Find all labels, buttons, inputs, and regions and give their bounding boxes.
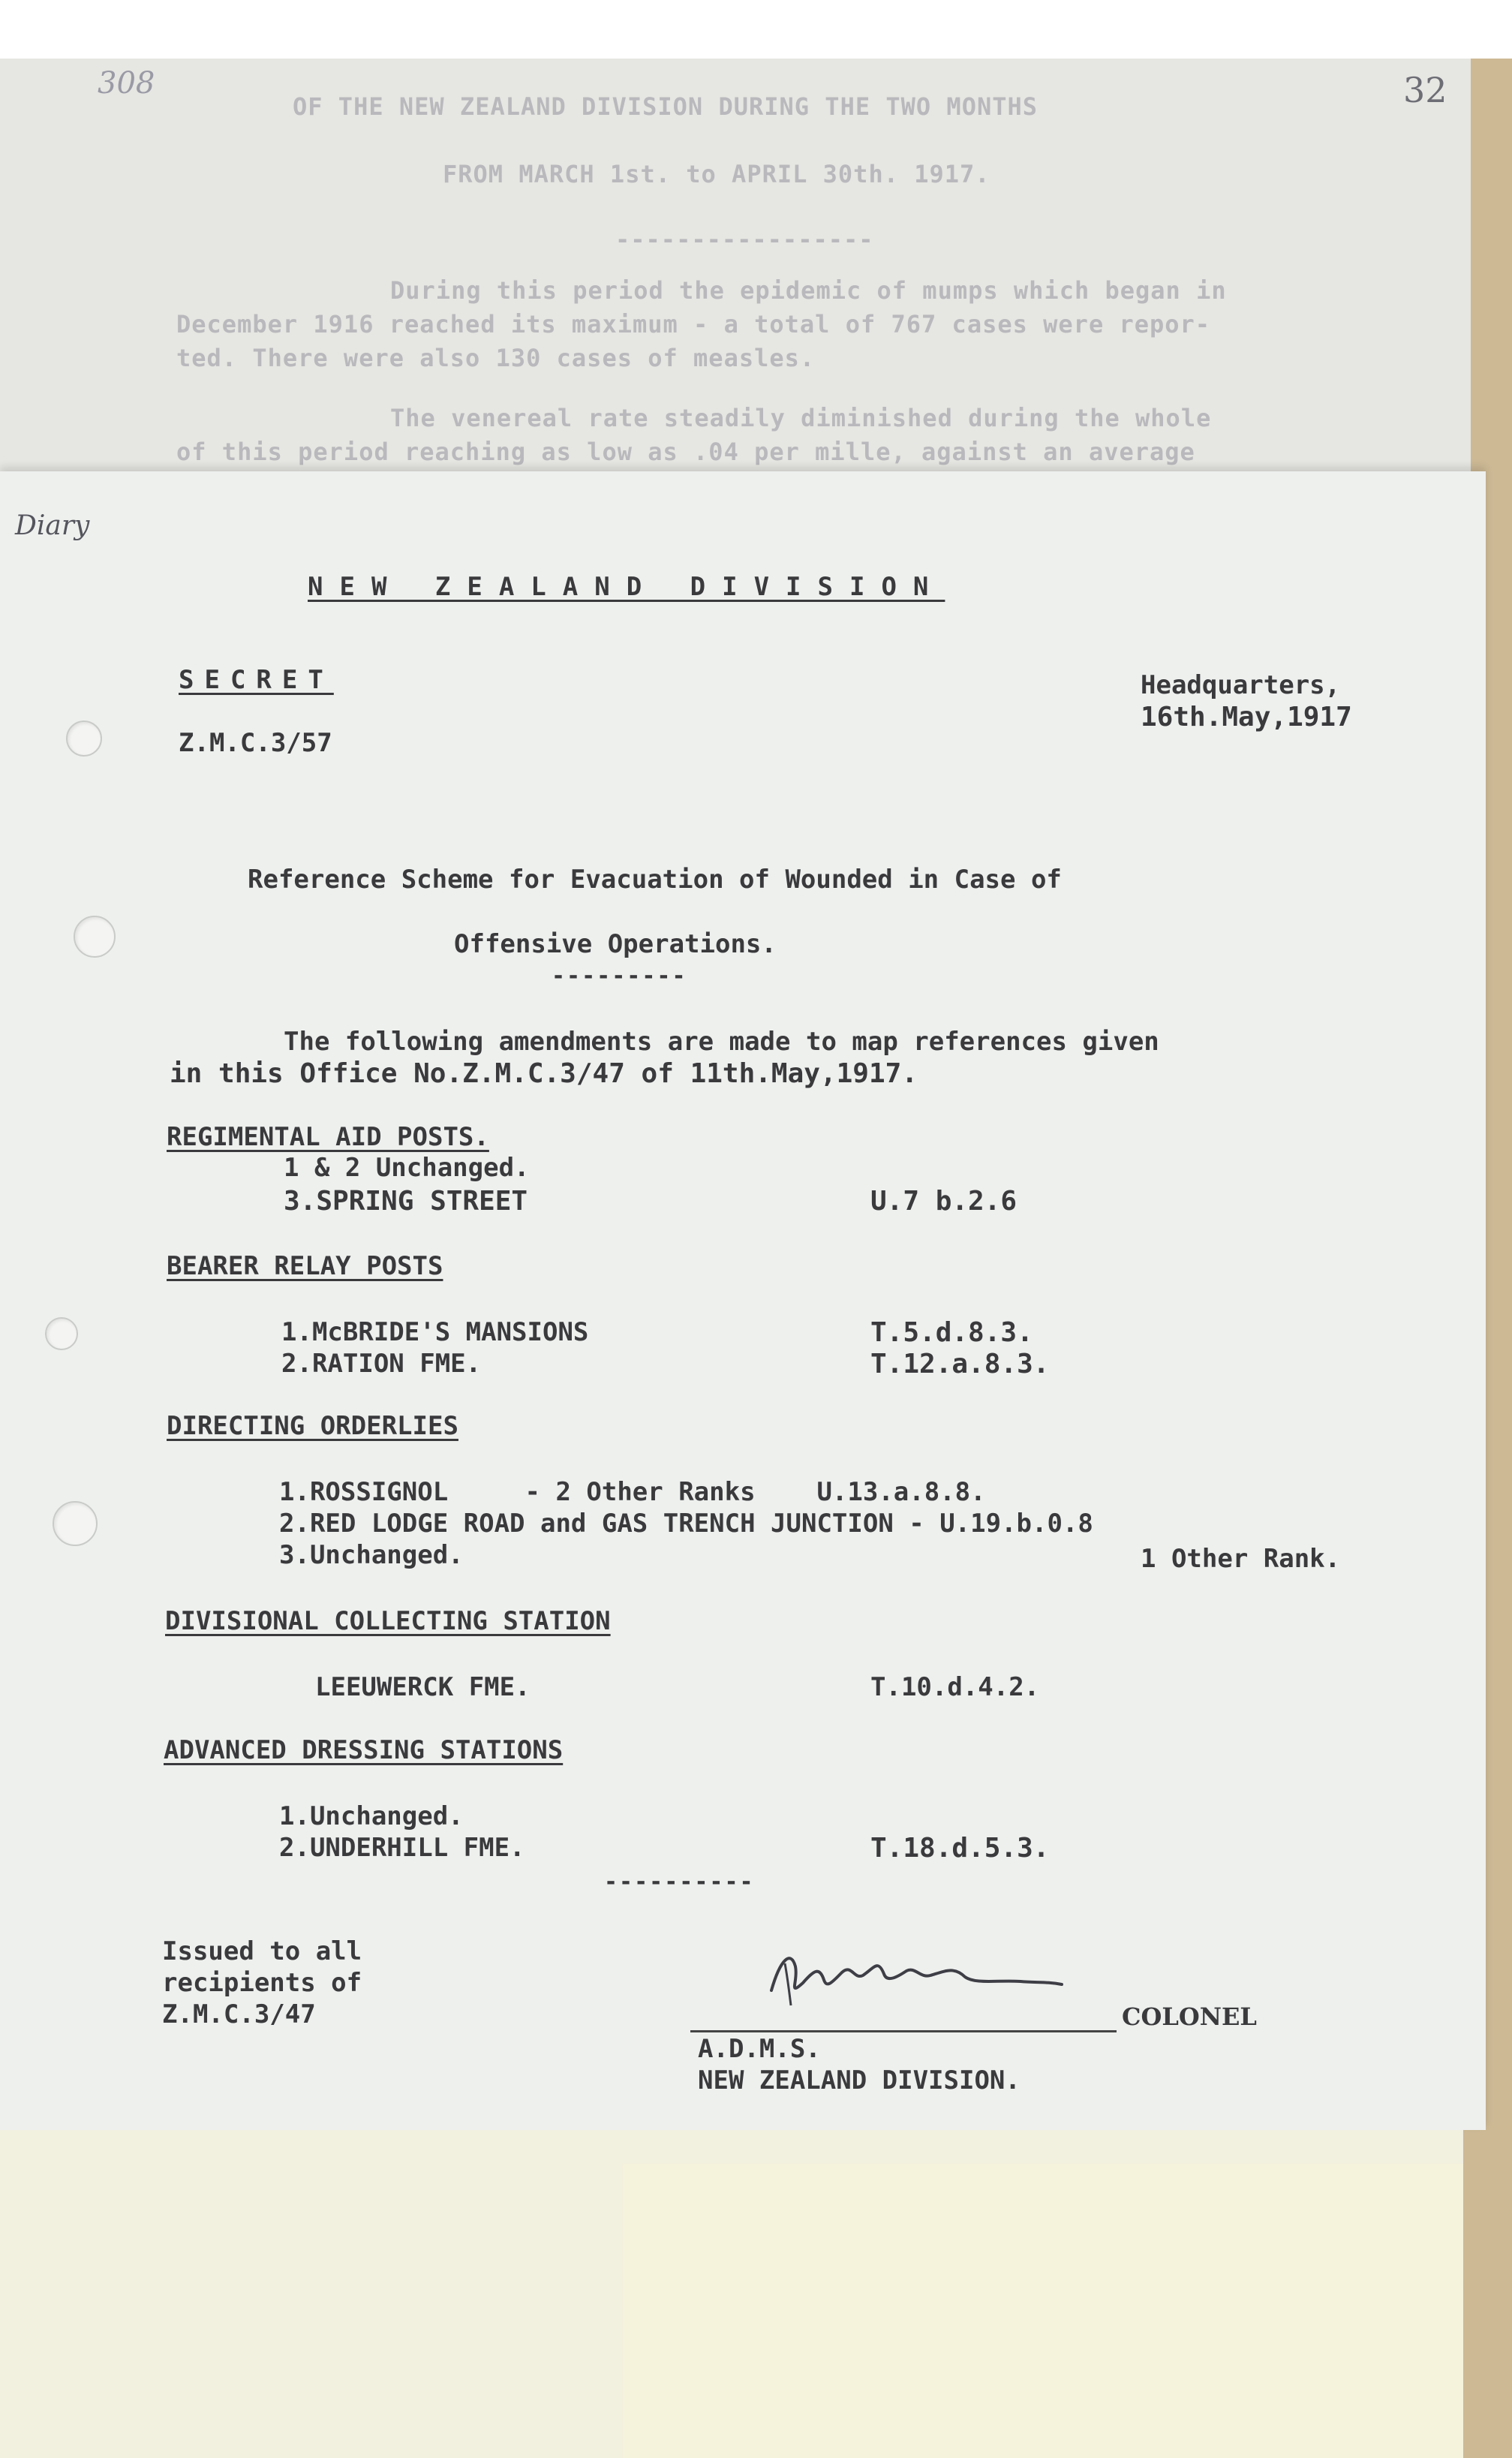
distribution-line: Issued to all [162, 1936, 362, 1966]
closing-rule: ---------- [604, 1869, 755, 1895]
section-item: 1 & 2 Unchanged. [284, 1153, 530, 1183]
signatory-title: A.D.M.S. [698, 2034, 821, 2064]
section-heading: DIRECTING ORDERLIES [167, 1411, 458, 1441]
date: 16th.May,1917 [1141, 702, 1352, 733]
distribution-line: recipients of [162, 1968, 362, 1998]
section-item: 2.RATION FME. [281, 1349, 482, 1379]
location: Headquarters, [1141, 670, 1341, 700]
map-reference: T.12.a.8.3. [870, 1349, 1050, 1379]
section-item: 1.McBRIDE'S MANSIONS [281, 1317, 589, 1347]
title-line: Reference Scheme for Evacuation of Wounded in Case of [248, 865, 1062, 895]
faded-line: ----------------- [615, 225, 874, 254]
handwritten-signature [758, 1936, 1073, 2019]
map-reference: T.5.d.8.3. [870, 1317, 1033, 1348]
margin-note: Diary [15, 510, 90, 541]
signatory-unit: NEW ZEALAND DIVISION. [698, 2065, 1021, 2095]
punch-hole [66, 721, 102, 757]
intro-line: in this Office No.Z.M.C.3/47 of 11th.May,1917. [170, 1058, 918, 1089]
signature-line [690, 2030, 1117, 2032]
page-number: 32 [1403, 70, 1447, 110]
folio-number: 308 [98, 66, 155, 101]
faded-line: FROM MARCH 1st. to APRIL 30th. 1917. [443, 160, 990, 188]
section-item: 1.ROSSIGNOL - 2 Other Ranks U.13.a.8.8. [279, 1477, 986, 1507]
section-item: 2.RED LODGE ROAD and GAS TRENCH JUNCTION - U.19.b.0.8 [279, 1509, 1093, 1539]
faded-line: December 1916 reached its maximum - a total of 767 cases were repor- [176, 310, 1211, 338]
lower-sheet [0, 2130, 1463, 2458]
division-heading: NEW ZEALAND DIVISION [308, 572, 945, 602]
section-item: 1.Unchanged. [279, 1801, 464, 1831]
signatory-rank: COLONEL [1122, 2002, 1257, 2031]
title-rule: --------- [552, 963, 687, 989]
section-heading: BEARER RELAY POSTS [167, 1251, 443, 1281]
map-reference: T.18.d.5.3. [870, 1833, 1050, 1864]
faded-line: During this period the epidemic of mumps which began in [390, 276, 1227, 305]
punch-hole [74, 916, 116, 958]
distribution-line: Z.M.C.3/47 [162, 1999, 316, 2029]
section-item: 3.Unchanged. [279, 1540, 464, 1570]
section-item: LEEUWERCK FME. [315, 1672, 531, 1702]
faded-line: ted. There were also 130 cases of measles. [176, 344, 816, 372]
cream-paper [623, 2164, 1463, 2458]
section-heading: ADVANCED DRESSING STATIONS [164, 1735, 564, 1765]
reference-number: Z.M.C.3/57 [179, 728, 332, 758]
punch-hole [45, 1317, 78, 1350]
title-line: Offensive Operations. [454, 929, 777, 959]
faded-line: of this period reaching as low as .04 per mille, against an average [176, 438, 1195, 466]
punch-hole [53, 1501, 98, 1546]
faded-line: OF THE NEW ZEALAND DIVISION DURING THE TWO MONTHS [293, 92, 1039, 121]
section-heading: DIVISIONAL COLLECTING STATION [165, 1606, 611, 1636]
map-reference: T.10.d.4.2. [870, 1672, 1040, 1702]
intro-line: The following amendments are made to map references given [284, 1027, 1159, 1057]
faded-line: The venereal rate steadily diminished during the whole [390, 404, 1212, 432]
underlying-page [0, 59, 1471, 479]
section-item: 3.SPRING STREET [284, 1186, 528, 1217]
classification: SECRET [179, 665, 334, 695]
section-item: 2.UNDERHILL FME. [279, 1833, 525, 1863]
section-heading: REGIMENTAL AID POSTS. [167, 1122, 489, 1152]
section-item-continuation: 1 Other Rank. [1141, 1544, 1341, 1574]
map-reference: U.7 b.2.6 [870, 1186, 1018, 1217]
